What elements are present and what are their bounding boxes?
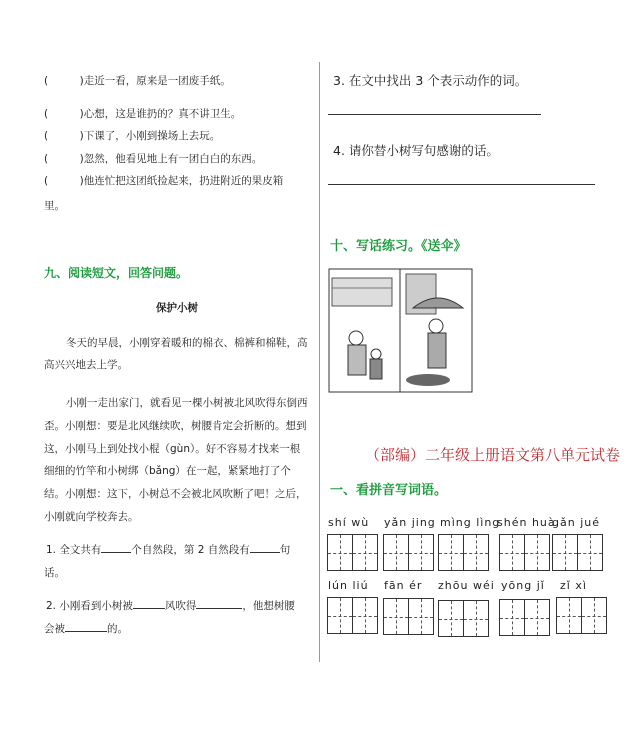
writing-grid[interactable] [327, 597, 378, 634]
pinyin-label: zǐ xì [560, 579, 587, 592]
umbrella-illustration [328, 268, 473, 393]
passage-line: 结。小刚想：这下，小树总不会被北风吹断了吧！之后， [44, 488, 307, 500]
question-1-cont: 话。 [44, 567, 65, 579]
writing-grid[interactable] [438, 600, 489, 637]
pinyin-label: shén huà [497, 516, 556, 529]
passage-line: 这，小刚马上到处找小棍（gùn）。好不容易才找来一根 [44, 443, 301, 455]
writing-grid[interactable] [383, 534, 434, 571]
section10-heading: 十、写话练习。《送伞》 [330, 239, 467, 254]
answer-blank[interactable] [250, 541, 280, 553]
answer-blank[interactable] [196, 597, 242, 609]
writing-grid[interactable] [383, 598, 434, 635]
order-item: ( )他连忙把这团纸捡起来，扔进附近的果皮箱 [44, 175, 284, 187]
pinyin-label: fān ér [384, 579, 423, 592]
pinyin-label: lún liú [328, 579, 369, 592]
passage-line: 冬天的早晨，小刚穿着暖和的棉衣、棉裤和棉鞋，高 [66, 337, 308, 349]
order-item: ( )心想，这是谁扔的？真不讲卫生。 [44, 108, 242, 120]
pinyin-label: mìng lìng [440, 516, 501, 529]
pinyin-label: zhōu wéi [438, 579, 495, 592]
section9-heading: 九、阅读短文，回答问题。 [44, 266, 189, 280]
exam-title: （部编）二年级上册语文第八单元试卷 [365, 446, 621, 464]
question-4: 4. 请你替小树写句感谢的话。 [333, 143, 499, 158]
writing-grid[interactable] [438, 534, 489, 571]
pinyin-label: yōng jǐ [501, 579, 545, 592]
passage-line: 小刚一走出家门，就看见一棵小树被北风吹得东倒西 [66, 397, 308, 409]
order-item: ( )忽然，他看见地上有一团白白的东西。 [44, 153, 263, 165]
answer-line[interactable] [328, 184, 595, 185]
question-3: 3. 在文中找出 3 个表示动作的词。 [333, 73, 528, 88]
order-item: 里。 [44, 200, 65, 212]
passage-title: 保护小树 [156, 302, 198, 314]
pinyin-label: yǎn jing [384, 516, 436, 529]
writing-grid[interactable] [556, 597, 607, 634]
passage-line: 高兴兴地去上学。 [44, 359, 128, 371]
writing-grid[interactable] [499, 599, 550, 636]
section1-heading: 一、看拼音写词语。 [330, 483, 448, 498]
question-1: 1. 全文共有 个自然段，第 2 自然段有 句 [46, 541, 290, 558]
writing-grid[interactable] [552, 534, 603, 571]
question-2: 2. 小刚看到小树被 风吹得 ，他想树腰 [46, 597, 295, 614]
answer-blank[interactable] [101, 541, 131, 553]
order-item: ( )下课了，小刚到操场上去玩。 [44, 130, 221, 142]
order-item: ( )走近一看，原来是一团废手纸。 [44, 75, 231, 87]
pinyin-label: shí wù [328, 516, 370, 529]
passage-line: 歪。小刚想：要是北风继续吹，树腰肯定会折断的。想到 [44, 420, 307, 432]
writing-grid[interactable] [327, 534, 378, 571]
question-2-cont: 会被 的。 [44, 620, 128, 637]
answer-blank[interactable] [133, 597, 165, 609]
answer-line[interactable] [328, 114, 541, 115]
passage-line: 小刚就向学校奔去。 [44, 511, 139, 523]
answer-blank[interactable] [65, 620, 107, 632]
pinyin-label: gǎn jué [552, 516, 600, 529]
passage-line: 细细的竹竿和小树绑（bǎng）在一起，紧紧地打了个 [44, 465, 291, 477]
writing-grid[interactable] [499, 534, 550, 571]
column-divider [319, 62, 320, 662]
